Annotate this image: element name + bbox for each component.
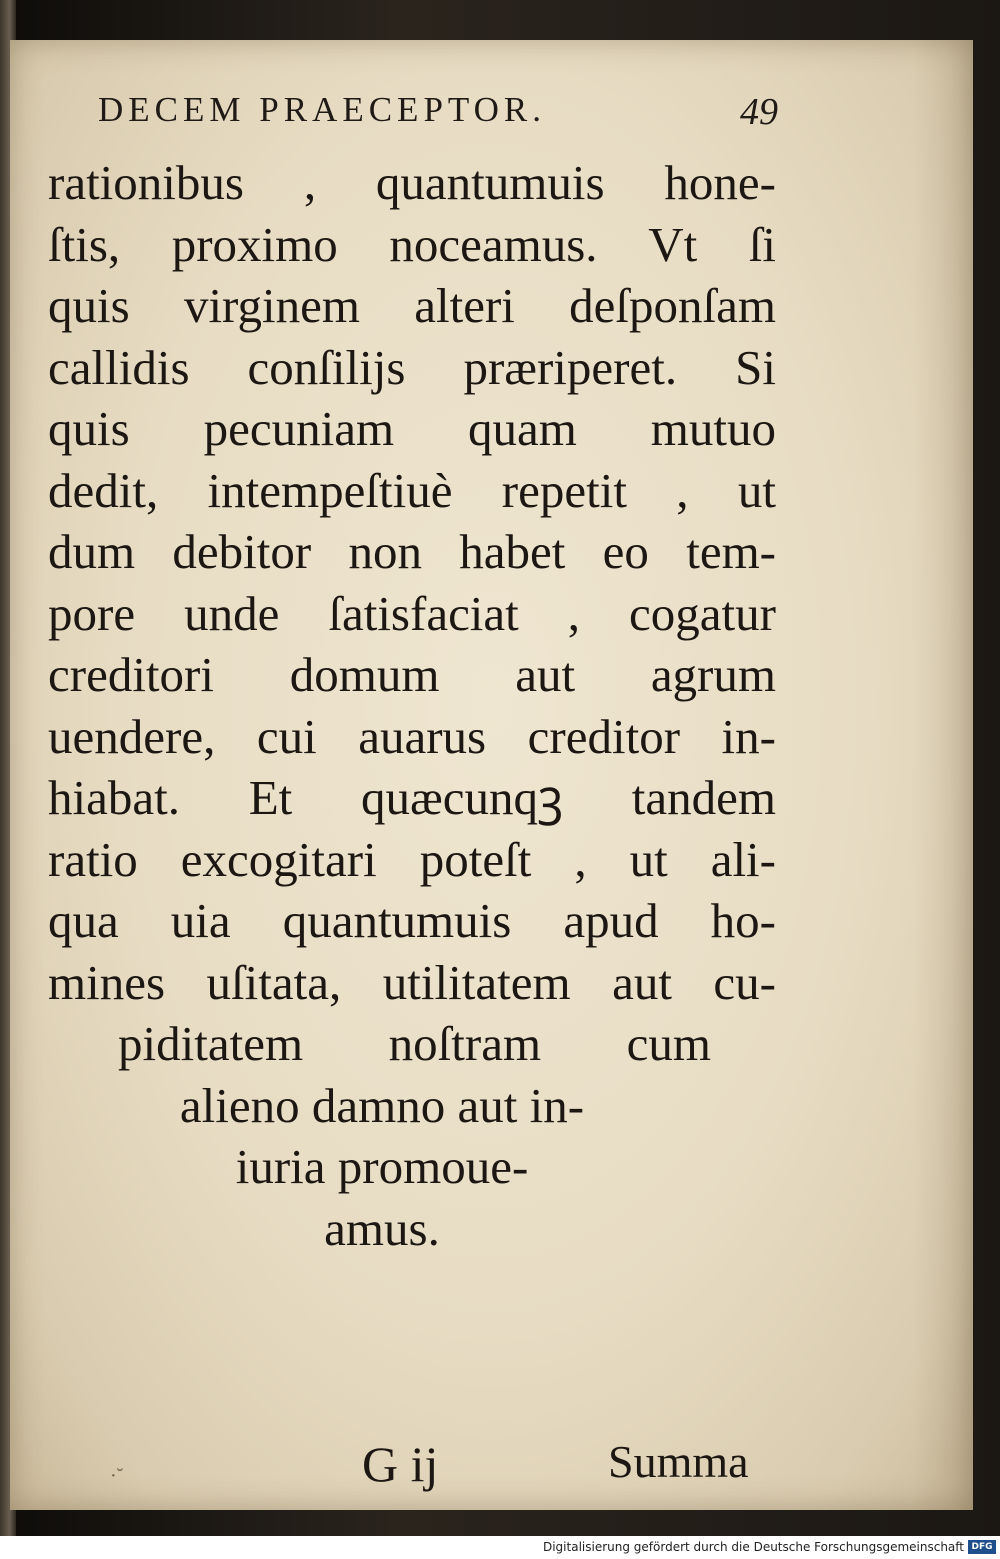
text-line: pore unde ſatisfaciat , cogatur	[48, 585, 776, 641]
text-line: amus.	[324, 1200, 440, 1256]
text-line: quis pecuniam quam mutuo	[48, 401, 776, 456]
text-line: hiabat. Et quæcunqꝫ tandem	[48, 770, 776, 825]
body-text	[48, 152, 776, 1259]
text-line: quis virginem alteri deſponſam	[48, 278, 776, 333]
text-line: piditatem noſtram cum	[118, 1016, 711, 1071]
running-head	[98, 90, 778, 140]
signature-mark: G ij	[362, 1436, 439, 1492]
credit-bar	[0, 1536, 1000, 1559]
running-title: DECEM PRAECEPTOR.	[98, 90, 547, 129]
text-line: alieno damno aut in-	[179, 1077, 585, 1133]
dfg-logo: DFG	[968, 1540, 996, 1554]
text-line: creditori domum aut agrum	[48, 647, 776, 702]
credit-text: Digitalisierung gefördert durch die Deutsche Forschungsgemeinschaft	[542, 1540, 964, 1554]
text-line: uendere, cui auarus creditor in-	[48, 708, 776, 764]
text-line: mines uſitata, utilitatem aut cu-	[48, 954, 776, 1010]
page-footer	[10, 1435, 973, 1505]
text-line: dum debitor non habet eo tem-	[48, 524, 776, 579]
catchword: Summa	[608, 1436, 749, 1487]
ink-fleck: ·˘	[110, 1465, 124, 1487]
book-page	[10, 40, 973, 1510]
text-line: iuria promoue-	[235, 1139, 529, 1194]
text-line: qua uia quantumuis apud ho-	[48, 893, 776, 948]
text-line: ſtis, proximo noceamus. Vt ſi	[48, 216, 776, 272]
page-number: 49	[740, 91, 778, 133]
text-line: rationibus , quantumuis hone-	[48, 155, 776, 210]
text-line: callidis conſilijs præriperet. Si	[48, 339, 776, 395]
text-line: dedit, intempeſtiuè repetit , ut	[48, 462, 776, 518]
text-line: ratio excogitari poteſt , ut ali-	[48, 831, 776, 887]
